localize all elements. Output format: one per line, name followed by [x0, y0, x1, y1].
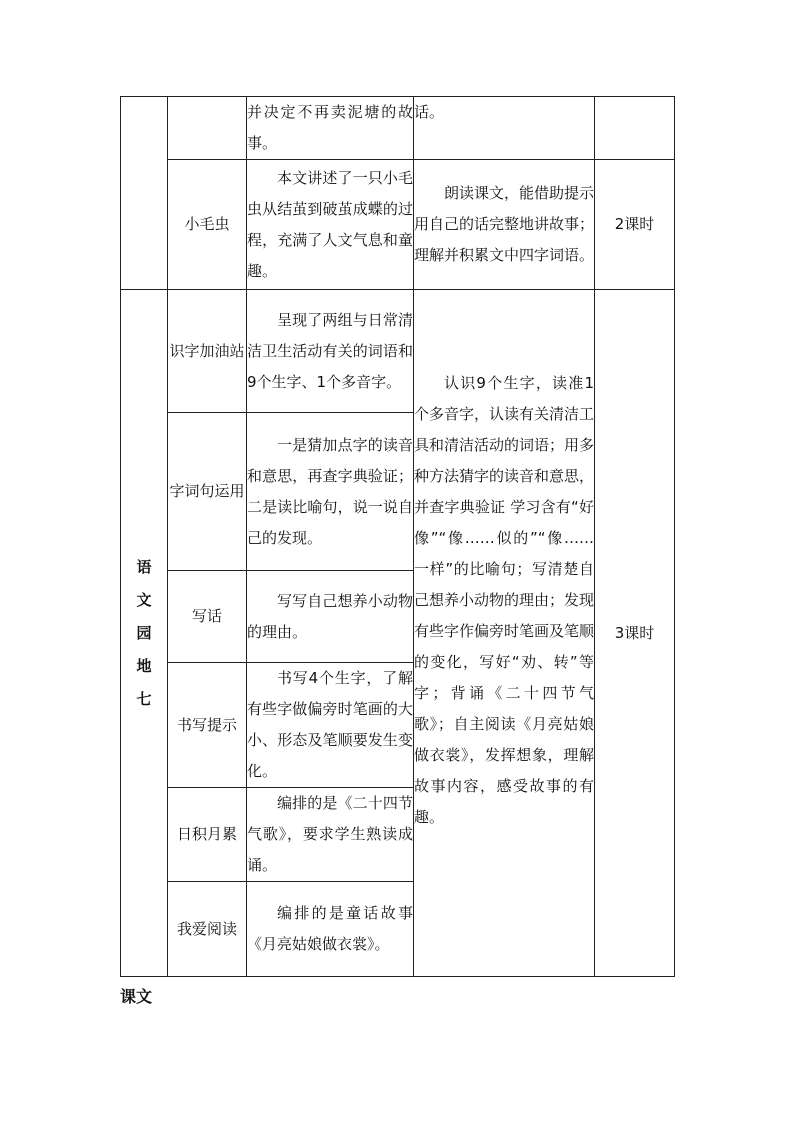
- content-cell: [247, 97, 414, 160]
- content-text: 一是猜加点字的读音和意思，再查字典验证；二是读比喻句，说一说自己的发现。: [247, 435, 413, 547]
- goal-cell: [414, 160, 595, 290]
- content-cell: [247, 290, 414, 413]
- content-cell: [247, 882, 414, 977]
- lesson-plan-table: [120, 96, 675, 977]
- item-name-cell: 日积月累: [168, 788, 247, 882]
- hours-cell: 3课时: [595, 290, 675, 977]
- table-row: [121, 97, 675, 160]
- unit-char: 语: [136, 557, 152, 576]
- content-text: 并决定不再卖泥塘的故事。: [247, 103, 413, 152]
- goal-text: 话。: [414, 103, 445, 121]
- goal-text: 认识9个生字，读准1个多音字，认读有关清洁工具和清洁活动的词语；用多种方法猜字的读音和意思，并查字典验证 学习含有“好像”“像……似的”“像……一样”的比喻句；写清楚自己想养小动物的理由；发现有些字作偏旁时笔画及笔顺的变化，写好“劝、转”等字；背诵《二十四节气歌》；自主阅读《月亮姑娘做衣裳》，发挥想象，理解故事内容，感受故事的有趣。: [414, 374, 595, 826]
- content-text: 本文讲述了一只小毛虫从结茧到破茧成蝶的过程，充满了人文气息和童趣。: [247, 168, 413, 280]
- content-cell: [247, 413, 414, 571]
- section-heading: 课文: [120, 987, 153, 1006]
- unit-cell-empty: [121, 97, 168, 290]
- content-cell: [247, 571, 414, 663]
- goal-cell: [414, 290, 595, 977]
- unit-char: 七: [136, 689, 152, 708]
- goal-cell: [414, 97, 595, 160]
- lesson-name-cell: 小毛虫: [168, 160, 247, 290]
- unit-cell: [121, 290, 168, 977]
- content-text: 书写4个生字，了解有些字做偏旁时笔画的大小、形态及笔顺要发生变化。: [247, 669, 413, 780]
- table-row: [121, 290, 675, 413]
- lesson-name-cell: [168, 97, 247, 160]
- goal-text: 朗读课文，能借助提示用自己的话完整地讲故事；理解并积累文中四字词语。: [414, 184, 595, 264]
- hours-cell: 2课时: [595, 160, 675, 290]
- item-name-cell: 书写提示: [168, 663, 247, 788]
- content-text: 呈现了两组与日常清洁卫生活动有关的词语和9个生字、1个多音字。: [247, 310, 413, 391]
- unit-char: 地: [136, 656, 152, 675]
- content-cell: [247, 160, 414, 290]
- table-row: [121, 160, 675, 290]
- content-text: 编排的是童话故事《月亮姑娘做衣裳》。: [247, 904, 413, 953]
- item-name-cell: 写话: [168, 571, 247, 663]
- content-text: 写写自己想养小动物的理由。: [247, 591, 413, 641]
- hours-cell: [595, 97, 675, 160]
- unit-char: 文: [136, 590, 152, 609]
- content-cell: [247, 663, 414, 788]
- unit-char: 园: [136, 623, 152, 642]
- item-name-cell: 我爱阅读: [168, 882, 247, 977]
- item-name-cell: 字词句运用: [168, 413, 247, 571]
- content-text: 编排的是《二十四节气歌》，要求学生熟读成诵。: [247, 794, 413, 874]
- content-cell: [247, 788, 414, 882]
- item-name-cell: 识字加油站: [168, 290, 247, 413]
